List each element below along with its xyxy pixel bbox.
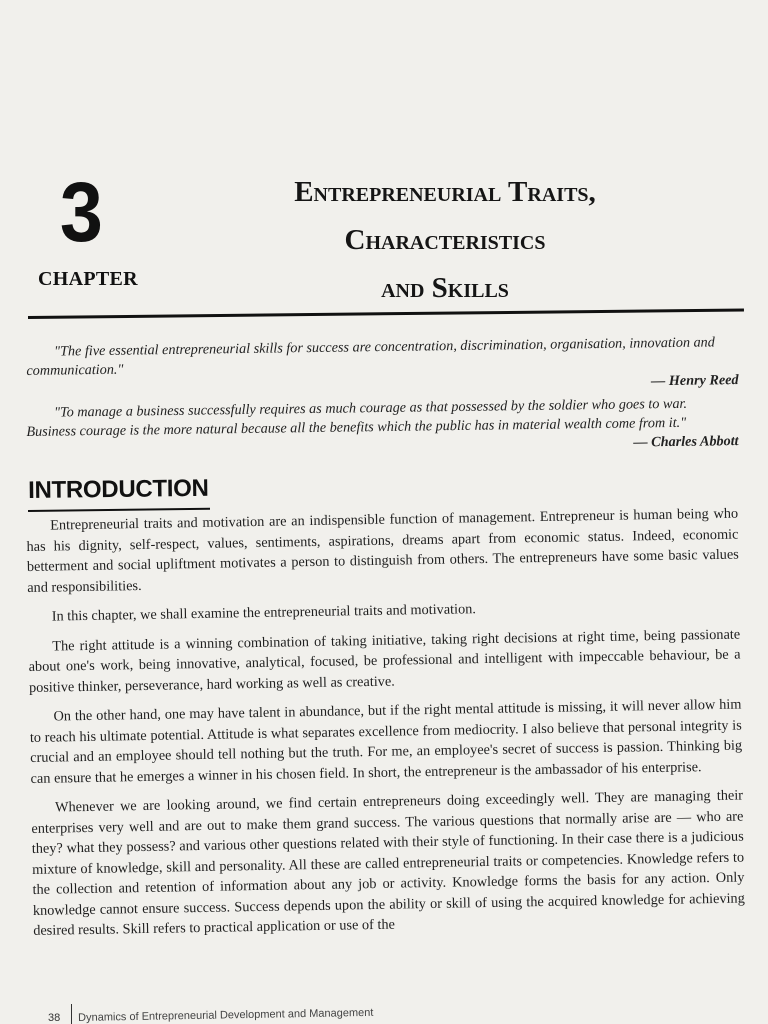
quote-text: "To manage a business successfully requires as much courage as that possessed by the soldier who goes to war. Business courage is the more natural because all the benefits which the public has in material wealth come from it." [26,395,688,440]
heading-underline [28,508,210,512]
quote-author: — Charles Abbott [633,433,739,451]
chapter-number: 3 [59,165,103,259]
paragraph: In this chapter, we shall examine the entrepreneurial traits and motivation. [51,601,477,625]
chapter-title-line: Characteristics [344,224,546,256]
section-heading: INTRODUCTION [28,474,209,504]
footer-divider [71,1004,72,1024]
running-title: Dynamics of Entrepreneurial Development and Management [78,1006,374,1024]
body-text [26,504,745,951]
chapter-title-line: Entrepreneurial Traits, [294,176,596,208]
paragraph: On the other hand, one may have talent in abundance, but if the right mental attitude is missing, it will never allow him to reach his ultimate potential. Attitude is what separates excellence from mediocrity. I also believe that personal integrity is crucial and an employee should tell nothing but the truth. For me, an employee's secret of success is passion. Thinking big can ensure that he emerges a winner in his chosen field. In short, the entrepreneur is the ambassador of his enterprise. [29,696,743,787]
page-number: 38 [48,1012,61,1024]
paragraph: Whenever we are looking around, we find certain entrepreneurs doing exceedingly well. They are managing their enterprises very well and are out to make them grand success. The various questions that normally arise are — who are they? what they possess? and various other questions related with their style of functioning. In their case there is a judicious mixture of knowledge, skill and personality. All these are called entrepreneurial traits or competencies. Knowledge refers to the collection and retention of information about any job or activity. Knowledge forms the basis for any action. Only knowledge cannot ensure success. Success depends upon the ability or skill of using the acquired knowledge for achieving desired results. Skill refers to practical application or use of the [31,787,745,939]
quote-author: — Henry Reed [650,372,739,390]
epigraph-quote [26,394,739,461]
chapter-title [235,168,655,312]
chapter-title-line: and Skills [381,272,509,304]
paragraph: Entrepreneurial traits and motivation are an indispensible function of management. Entrepreneur is human being who has his dignity, self-respect, values, sentiments, aspirations, dreams apart from economic status. Indeed, economic betterment and social upliftment motivates a person to distinguish from others. The entrepreneurs have some basic values and responsibilities. [26,505,739,596]
epigraph-quote [26,333,739,400]
paragraph: The right attitude is a winning combination of taking initiative, taking right decisions at right time, being passionate about one's work, being innovative, analytical, focused, be professional and intelligent with impeccable behaviour, be a positive thinker, perseverance, hard working as well as creative. [28,626,741,696]
quote-text: "The five essential entrepreneurial skills for success are concentration, discrimination, organisation, innovation and communication." [26,334,715,379]
chapter-label: CHAPTER [38,268,138,290]
